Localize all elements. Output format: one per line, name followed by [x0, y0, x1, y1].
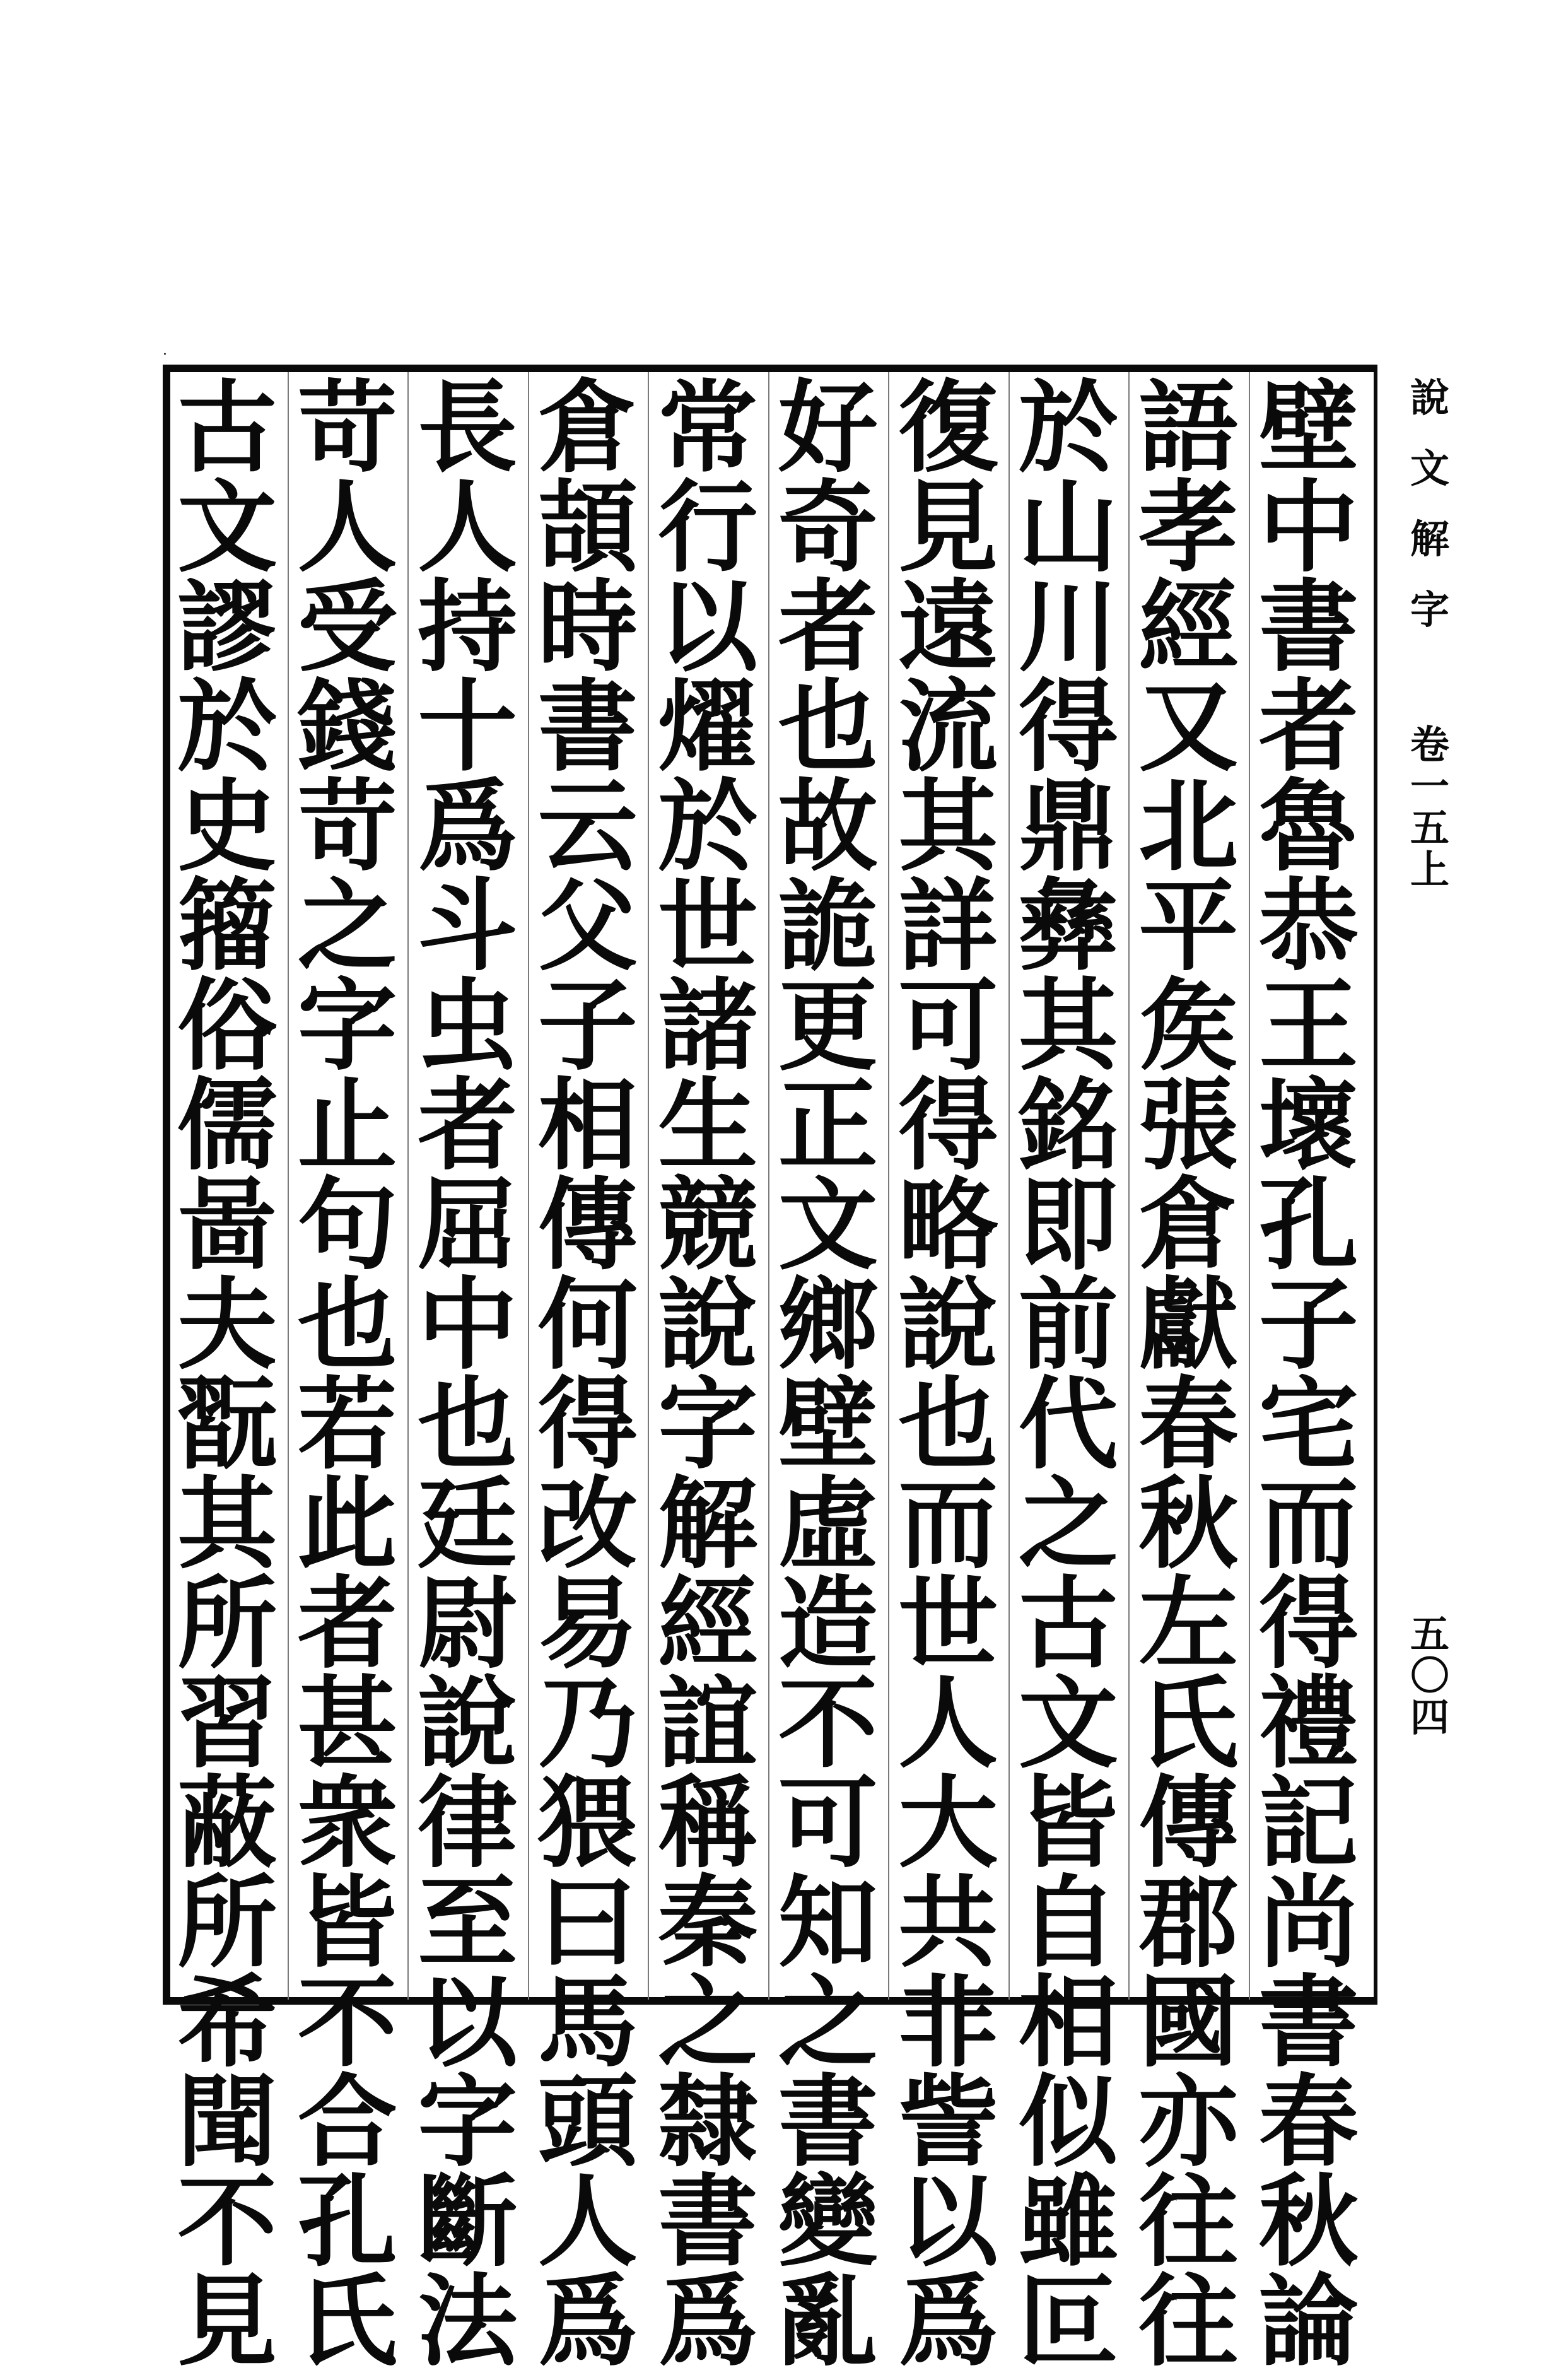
text-char: 書 — [1258, 569, 1359, 686]
text-char: 此 — [297, 1466, 397, 1583]
text-char: 古 — [1018, 1566, 1118, 1682]
volume-char: 五 — [1410, 805, 1449, 851]
text-char: 銘 — [1018, 1067, 1118, 1184]
text-char: 魯 — [1258, 768, 1359, 885]
text-char: 字 — [418, 2064, 518, 2181]
book-title — [1401, 375, 1458, 633]
text-char: 燿 — [658, 669, 758, 785]
text-char: 斗 — [418, 868, 518, 985]
text-char: 倉 — [1138, 1167, 1239, 1284]
book-title-char: 說 — [1410, 375, 1449, 421]
text-char: 世 — [898, 1566, 998, 1682]
text-char: 之 — [658, 1964, 758, 2081]
page-number-char: 〇 — [1410, 1653, 1449, 1699]
text-char: 經 — [1138, 569, 1239, 686]
text-char: 即 — [1018, 1167, 1118, 1284]
text-char: 秦 — [658, 1865, 758, 1981]
text-char: 得 — [898, 1067, 998, 1184]
text-char: 似 — [1018, 2064, 1118, 2181]
text-char: 平 — [1138, 868, 1239, 985]
text-char: 十 — [418, 669, 518, 785]
text-char: 非 — [898, 1964, 998, 2081]
text-char: 大 — [898, 1765, 998, 1882]
text-char: 書 — [1258, 1964, 1359, 2081]
text-char: 流 — [898, 669, 998, 785]
text-column — [765, 370, 891, 2380]
text-char: 之 — [778, 1964, 878, 2081]
text-char: 正 — [778, 1067, 878, 1184]
text-char: 秋 — [1138, 1466, 1239, 1583]
text-char: 文 — [778, 1167, 878, 1284]
text-char: 於 — [1018, 370, 1118, 486]
text-char: 故 — [778, 768, 878, 885]
text-char: 不 — [177, 2164, 278, 2280]
text-char: 聞 — [177, 2064, 278, 2181]
text-char: 壁 — [778, 1366, 878, 1483]
text-char: 孝 — [1138, 469, 1239, 586]
text-char: 往 — [1138, 2263, 1239, 2380]
text-char: 甚 — [297, 1665, 397, 1782]
text-char: 遠 — [898, 569, 998, 686]
text-char: 得 — [1018, 669, 1118, 785]
text-char: 受 — [297, 569, 397, 686]
text-char: 更 — [778, 968, 878, 1084]
text-char: 人 — [418, 469, 518, 586]
text-char: 所 — [177, 1566, 278, 1682]
text-char: 者 — [1258, 669, 1359, 785]
text-column — [284, 370, 411, 2380]
text-char: 者 — [297, 1566, 397, 1682]
text-char: 於 — [177, 669, 278, 785]
text-char: 前 — [1018, 1267, 1118, 1383]
text-char: 北 — [1138, 768, 1239, 885]
text-char: 希 — [177, 1964, 278, 2081]
text-char: 說 — [658, 1267, 758, 1383]
page-number-char: 四 — [1410, 1694, 1449, 1740]
text-char: 蔽 — [177, 1765, 278, 1882]
text-char: 競 — [658, 1167, 758, 1284]
text-char: 氏 — [1138, 1665, 1239, 1782]
text-char: 古 — [177, 370, 278, 486]
text-char: 長 — [418, 370, 518, 486]
text-char: 人 — [537, 2164, 638, 2280]
text-char: 俗 — [177, 968, 278, 1084]
text-char: 文 — [1018, 1665, 1118, 1782]
text-char: 壁 — [1258, 370, 1359, 486]
text-char: 何 — [537, 1267, 638, 1383]
text-char: 書 — [658, 2164, 758, 2280]
text-char: 合 — [297, 2064, 397, 2181]
text-char: 相 — [537, 1067, 638, 1184]
book-title-char: 字 — [1410, 587, 1449, 633]
text-char: 尚 — [1258, 1865, 1359, 1981]
text-column — [645, 370, 771, 2380]
text-char: 人 — [297, 469, 397, 586]
page-number — [1401, 1611, 1458, 1740]
volume-char: 卷 — [1410, 722, 1449, 768]
text-char: 之 — [297, 868, 397, 985]
text-char: 亂 — [778, 2263, 878, 2380]
text-char: 書 — [778, 2064, 878, 2181]
text-char: 共 — [898, 1865, 998, 1981]
text-char: 爲 — [658, 2263, 758, 2380]
text-char: 春 — [1138, 1366, 1239, 1483]
text-char: 改 — [537, 1466, 638, 1583]
text-char: 世 — [658, 868, 758, 985]
text-char: 往 — [1138, 2164, 1239, 2280]
text-char: 傳 — [537, 1167, 638, 1284]
text-char: 法 — [418, 2263, 518, 2380]
text-char: 復 — [898, 370, 998, 486]
text-char: 常 — [658, 370, 758, 486]
text-char: 造 — [778, 1566, 878, 1682]
text-char: 止 — [297, 1067, 397, 1184]
text-char: 尉 — [418, 1566, 518, 1682]
text-char: 說 — [418, 1665, 518, 1782]
text-char: 訾 — [898, 2064, 998, 2181]
corner-mark: · — [163, 347, 167, 363]
text-char: 虛 — [778, 1466, 878, 1583]
text-char: 爲 — [418, 768, 518, 885]
text-char: 子 — [537, 968, 638, 1084]
text-char: 得 — [537, 1366, 638, 1483]
text-char: 壞 — [1258, 1067, 1359, 1184]
text-char: 以 — [658, 569, 758, 686]
volume-char: 上 — [1410, 847, 1449, 893]
text-char: 之 — [1018, 1466, 1118, 1583]
text-char: 於 — [658, 768, 758, 885]
text-char: 記 — [1258, 1765, 1359, 1882]
book-title-char: 解 — [1410, 516, 1449, 562]
text-char: 字 — [297, 968, 397, 1084]
text-char: 好 — [778, 370, 878, 486]
text-column — [164, 370, 290, 2380]
text-char: 斷 — [418, 2164, 518, 2280]
text-char: 鄉 — [778, 1267, 878, 1383]
text-char: 人 — [898, 1665, 998, 1782]
text-column — [1246, 370, 1372, 2380]
text-char: 相 — [1018, 1964, 1118, 2081]
text-char: 其 — [177, 1466, 278, 1583]
text-char: 氏 — [297, 2263, 397, 2380]
text-char: 見 — [177, 2263, 278, 2380]
text-char: 夫 — [177, 1267, 278, 1383]
text-char: 儒 — [177, 1067, 278, 1184]
text-char: 而 — [898, 1466, 998, 1583]
text-char: 苛 — [297, 370, 397, 486]
volume-label — [1401, 722, 1458, 893]
text-column — [1005, 370, 1131, 2380]
text-char: 左 — [1138, 1566, 1239, 1682]
text-char: 衆 — [297, 1765, 397, 1882]
text-char: 也 — [778, 669, 878, 785]
text-char: 所 — [177, 1865, 278, 1981]
text-char: 書 — [537, 669, 638, 785]
text-char: 隸 — [658, 2064, 758, 2181]
text-char: 其 — [898, 768, 998, 885]
text-char: 山 — [1018, 469, 1118, 586]
text-char: 頭 — [537, 2064, 638, 2181]
text-char: 字 — [658, 1366, 758, 1483]
text-char: 說 — [898, 1267, 998, 1383]
text-char: 禮 — [1258, 1665, 1359, 1782]
text-char: 持 — [418, 569, 518, 686]
book-title-char: 文 — [1410, 445, 1449, 491]
text-char: 論 — [1258, 2263, 1359, 2380]
text-char: 馬 — [537, 1964, 638, 2081]
text-char: 啚 — [177, 1167, 278, 1284]
text-column — [1125, 370, 1251, 2380]
text-char: 川 — [1018, 569, 1118, 686]
text-char: 生 — [658, 1067, 758, 1184]
text-char: 者 — [778, 569, 878, 686]
text-char: 云 — [537, 768, 638, 885]
text-char: 文 — [177, 469, 278, 586]
text-char: 諸 — [658, 968, 758, 1084]
text-char: 稱 — [658, 1765, 758, 1882]
text-char: 而 — [1258, 1466, 1359, 1583]
text-char: 頡 — [537, 469, 638, 586]
text-char: 行 — [658, 469, 758, 586]
text-char: 曰 — [537, 1865, 638, 1981]
text-char: 經 — [658, 1566, 758, 1682]
text-char: 習 — [177, 1665, 278, 1782]
text-char: 以 — [418, 1964, 518, 2081]
text-char: 自 — [1018, 1865, 1118, 1981]
text-char: 易 — [537, 1566, 638, 1682]
text-char: 時 — [537, 569, 638, 686]
text-char: 又 — [1138, 669, 1239, 785]
text-char: 彝 — [1018, 868, 1118, 985]
text-char: 知 — [778, 1865, 878, 1981]
text-char: 父 — [537, 868, 638, 985]
text-char: 見 — [898, 469, 998, 586]
text-char: 恭 — [1258, 868, 1359, 985]
text-char: 宅 — [1258, 1366, 1359, 1483]
text-char: 孔 — [1258, 1167, 1359, 1284]
text-char: 史 — [177, 768, 278, 885]
text-char: 皆 — [297, 1865, 397, 1981]
text-char: 倉 — [537, 370, 638, 486]
text-char: 籀 — [177, 868, 278, 985]
text-char: 可 — [778, 1765, 878, 1882]
text-char: 叵 — [1018, 2263, 1118, 2380]
text-char: 變 — [778, 2164, 878, 2280]
text-char: 也 — [297, 1267, 397, 1383]
text-char: 不 — [297, 1964, 397, 2081]
text-char: 詳 — [898, 868, 998, 985]
text-char: 郡 — [1138, 1865, 1239, 1981]
text-column — [404, 370, 530, 2380]
text-char: 代 — [1018, 1366, 1118, 1483]
text-char: 王 — [1258, 968, 1359, 1084]
text-char: 者 — [418, 1067, 518, 1184]
text-column — [885, 370, 1011, 2380]
text-char: 其 — [1018, 968, 1118, 1084]
text-char: 皆 — [1018, 1765, 1118, 1882]
text-char: 至 — [418, 1865, 518, 1981]
text-char: 若 — [297, 1366, 397, 1483]
text-char: 爲 — [537, 2263, 638, 2380]
text-char: 雖 — [1018, 2164, 1118, 2280]
text-char: 中 — [418, 1267, 518, 1383]
text-char: 謬 — [177, 569, 278, 686]
text-char: 略 — [898, 1167, 998, 1284]
text-char: 張 — [1138, 1067, 1239, 1184]
text-char: 也 — [898, 1366, 998, 1483]
text-char: 乃 — [537, 1665, 638, 1782]
text-char: 爲 — [898, 2263, 998, 2380]
text-char: 廷 — [418, 1466, 518, 1583]
text-char: 律 — [418, 1765, 518, 1882]
text-char: 得 — [1258, 1566, 1359, 1682]
text-char: 國 — [1138, 1964, 1239, 2081]
text-char: 詭 — [778, 868, 878, 985]
text-char: 翫 — [177, 1366, 278, 1483]
text-char: 子 — [1258, 1267, 1359, 1383]
text-char: 虫 — [418, 968, 518, 1084]
text-char: 也 — [418, 1366, 518, 1483]
text-char: 傳 — [1138, 1765, 1239, 1882]
text-char: 解 — [658, 1466, 758, 1583]
text-char: 孔 — [297, 2164, 397, 2280]
text-column — [525, 370, 651, 2380]
text-char: 誼 — [658, 1665, 758, 1782]
text-char: 屈 — [418, 1167, 518, 1284]
text-char: 猥 — [537, 1765, 638, 1882]
text-char: 錢 — [297, 669, 397, 785]
text-char: 中 — [1258, 469, 1359, 586]
text-char: 亦 — [1138, 2064, 1239, 2181]
text-char: 奇 — [778, 469, 878, 586]
text-char: 不 — [778, 1665, 878, 1782]
page-number-char: 五 — [1410, 1611, 1449, 1657]
text-char: 句 — [297, 1167, 397, 1284]
text-char: 矦 — [1138, 968, 1239, 1084]
text-char: 鼎 — [1018, 768, 1118, 885]
text-char: 獻 — [1138, 1267, 1239, 1383]
text-char: 可 — [898, 968, 998, 1084]
text-char: 語 — [1138, 370, 1239, 486]
text-char: 以 — [898, 2164, 998, 2280]
text-char: 苛 — [297, 768, 397, 885]
text-char: 秋 — [1258, 2164, 1359, 2280]
volume-char: 一 — [1410, 763, 1449, 809]
text-char: 春 — [1258, 2064, 1359, 2181]
